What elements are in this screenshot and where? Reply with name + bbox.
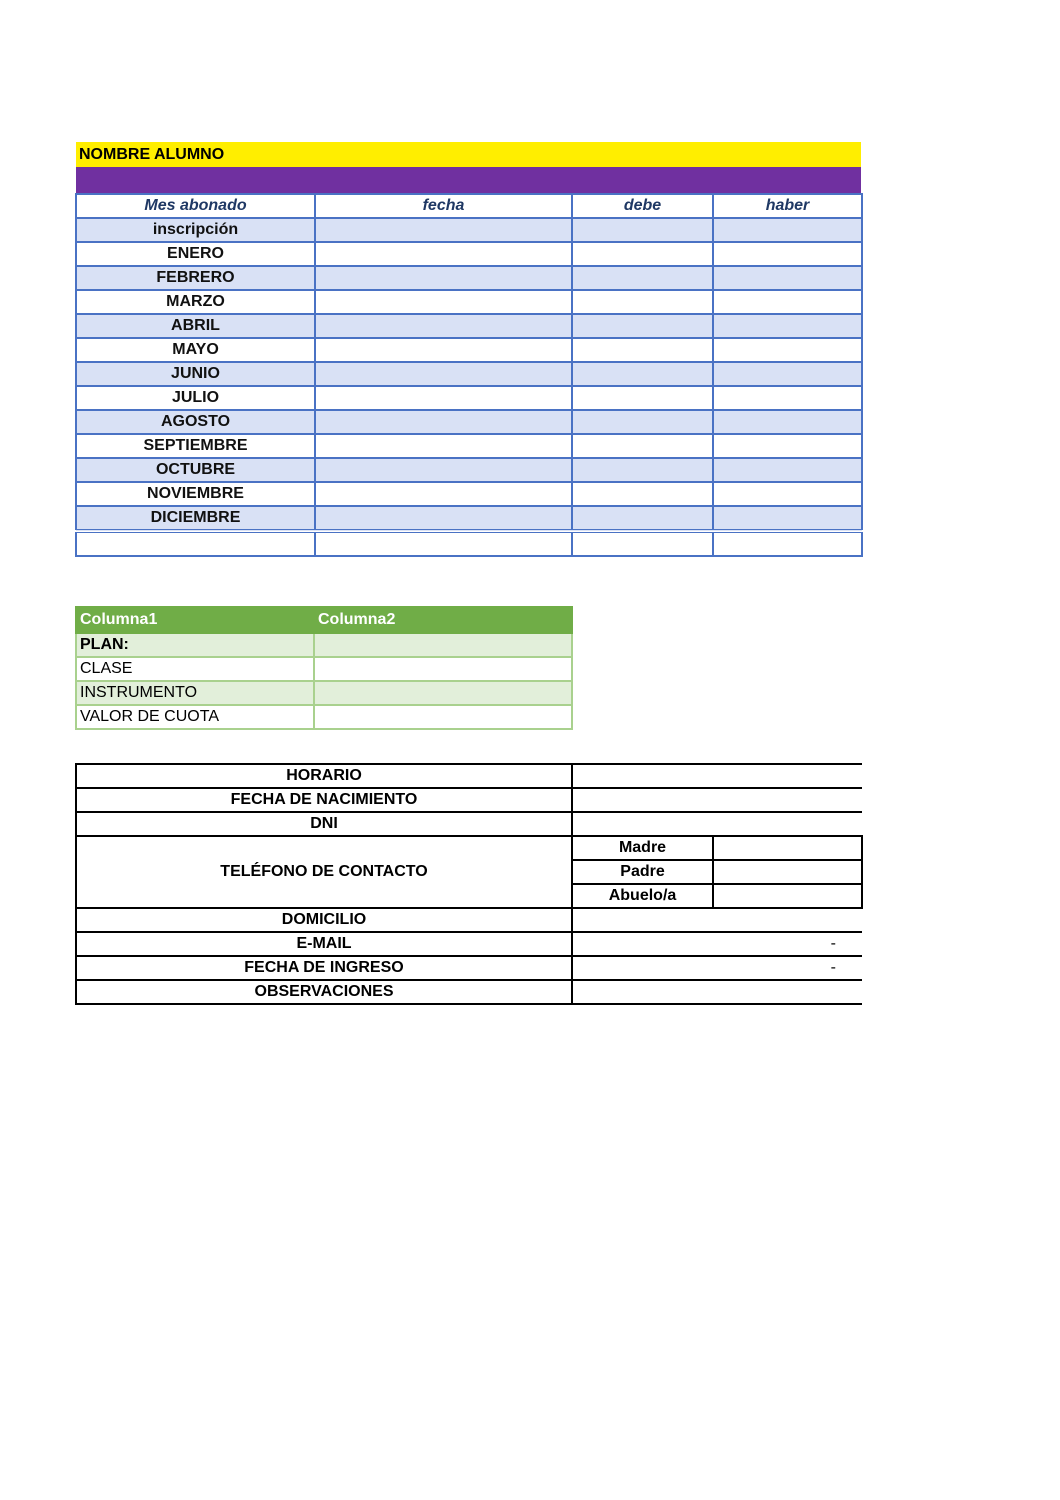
haber-cell[interactable] — [713, 434, 862, 458]
table-row — [76, 705, 572, 729]
instrumento-value[interactable] — [314, 681, 572, 705]
debe-cell[interactable] — [572, 434, 713, 458]
payments-table — [75, 193, 863, 557]
plan-label: PLAN: — [76, 633, 314, 657]
table-row — [76, 458, 862, 482]
table-row — [76, 482, 862, 506]
email-value[interactable]: - — [572, 932, 862, 956]
ingreso-value[interactable]: - — [572, 956, 862, 980]
totals-haber-cell[interactable] — [713, 531, 862, 556]
clase-value[interactable] — [314, 657, 572, 681]
debe-cell[interactable] — [572, 362, 713, 386]
table-row — [76, 242, 862, 266]
plan-value[interactable] — [314, 633, 572, 657]
domicilio-value[interactable] — [572, 908, 862, 932]
month-label: ENERO — [76, 242, 315, 266]
table-row — [76, 506, 862, 531]
debe-cell[interactable] — [572, 242, 713, 266]
student-info-table — [75, 763, 863, 1005]
month-label: MARZO — [76, 290, 315, 314]
month-label: MAYO — [76, 338, 315, 362]
debe-cell[interactable] — [572, 458, 713, 482]
horario-value[interactable] — [572, 764, 862, 788]
table-row — [76, 314, 862, 338]
debe-cell[interactable] — [572, 290, 713, 314]
debe-cell[interactable] — [572, 218, 713, 242]
month-label: ABRIL — [76, 314, 315, 338]
student-name-field[interactable] — [76, 167, 861, 193]
ingreso-label: FECHA DE INGRESO — [76, 956, 572, 980]
plan-table — [75, 606, 573, 730]
table-row — [76, 434, 862, 458]
haber-cell[interactable] — [713, 362, 862, 386]
haber-cell[interactable] — [713, 338, 862, 362]
haber-cell[interactable] — [713, 242, 862, 266]
table-row — [76, 932, 862, 956]
haber-cell[interactable] — [713, 218, 862, 242]
col-mes-abonado: Mes abonado — [76, 194, 315, 218]
table-row — [76, 980, 862, 1004]
debe-cell[interactable] — [572, 314, 713, 338]
month-label: AGOSTO — [76, 410, 315, 434]
table-row — [76, 657, 572, 681]
table-row — [76, 812, 862, 836]
valor-cuota-label: VALOR DE CUOTA — [76, 705, 314, 729]
debe-cell[interactable] — [572, 338, 713, 362]
domicilio-label: DOMICILIO — [76, 908, 572, 932]
padre-value[interactable] — [713, 860, 862, 884]
fecha-cell[interactable] — [315, 506, 572, 531]
col-debe: debe — [572, 194, 713, 218]
abuelo-label: Abuelo/a — [572, 884, 713, 908]
debe-cell[interactable] — [572, 410, 713, 434]
debe-cell[interactable] — [572, 386, 713, 410]
fecha-cell[interactable] — [315, 314, 572, 338]
month-label: FEBRERO — [76, 266, 315, 290]
table-row — [76, 908, 862, 932]
haber-cell[interactable] — [713, 410, 862, 434]
col-columna2: Columna2 — [314, 607, 572, 633]
table-row — [76, 410, 862, 434]
haber-cell[interactable] — [713, 266, 862, 290]
abuelo-value[interactable] — [713, 884, 862, 908]
fecha-cell[interactable] — [315, 482, 572, 506]
nacimiento-value[interactable] — [572, 788, 862, 812]
fecha-cell[interactable] — [315, 218, 572, 242]
fecha-cell[interactable] — [315, 338, 572, 362]
totals-debe-cell[interactable] — [572, 531, 713, 556]
table-row — [76, 956, 862, 980]
table-row — [76, 764, 862, 788]
instrumento-label: INSTRUMENTO — [76, 681, 314, 705]
totals-fecha-cell[interactable] — [315, 531, 572, 556]
col-haber: haber — [713, 194, 862, 218]
table-row — [76, 681, 572, 705]
col-fecha: fecha — [315, 194, 572, 218]
haber-cell[interactable] — [713, 458, 862, 482]
fecha-cell[interactable] — [315, 458, 572, 482]
padre-label: Padre — [572, 860, 713, 884]
valor-cuota-value[interactable] — [314, 705, 572, 729]
month-label: JULIO — [76, 386, 315, 410]
haber-cell[interactable] — [713, 506, 862, 531]
horario-label: HORARIO — [76, 764, 572, 788]
observaciones-value[interactable] — [572, 980, 862, 1004]
madre-value[interactable] — [713, 836, 862, 860]
haber-cell[interactable] — [713, 290, 862, 314]
month-label: SEPTIEMBRE — [76, 434, 315, 458]
table-row — [76, 633, 572, 657]
observaciones-label: OBSERVACIONES — [76, 980, 572, 1004]
debe-cell[interactable] — [572, 266, 713, 290]
fecha-cell[interactable] — [315, 434, 572, 458]
email-label: E-MAIL — [76, 932, 572, 956]
dni-label: DNI — [76, 812, 572, 836]
fecha-cell[interactable] — [315, 410, 572, 434]
month-label: OCTUBRE — [76, 458, 315, 482]
totals-label-cell[interactable] — [76, 531, 315, 556]
table-row — [76, 290, 862, 314]
haber-cell[interactable] — [713, 314, 862, 338]
haber-cell[interactable] — [713, 386, 862, 410]
dni-value[interactable] — [572, 812, 862, 836]
month-label: DICIEMBRE — [76, 506, 315, 531]
clase-label: CLASE — [76, 657, 314, 681]
table-row — [76, 218, 862, 242]
month-label: JUNIO — [76, 362, 315, 386]
telefono-label: TELÉFONO DE CONTACTO — [76, 836, 572, 908]
fecha-cell[interactable] — [315, 386, 572, 410]
table-row — [76, 266, 862, 290]
fecha-cell[interactable] — [315, 290, 572, 314]
table-row — [76, 362, 862, 386]
table-row — [76, 836, 862, 860]
nacimiento-label: FECHA DE NACIMIENTO — [76, 788, 572, 812]
table-row — [76, 338, 862, 362]
debe-cell[interactable] — [572, 482, 713, 506]
col-columna1: Columna1 — [76, 607, 314, 633]
madre-label: Madre — [572, 836, 713, 860]
month-label: inscripción — [76, 218, 315, 242]
totals-row — [76, 531, 862, 556]
fecha-cell[interactable] — [315, 266, 572, 290]
debe-cell[interactable] — [572, 506, 713, 531]
fecha-cell[interactable] — [315, 362, 572, 386]
table-row — [76, 788, 862, 812]
fecha-cell[interactable] — [315, 242, 572, 266]
student-name-bar — [76, 142, 861, 167]
table-row — [76, 386, 862, 410]
haber-cell[interactable] — [713, 482, 862, 506]
month-label: NOVIEMBRE — [76, 482, 315, 506]
student-name-label: NOMBRE ALUMNO — [79, 146, 225, 163]
